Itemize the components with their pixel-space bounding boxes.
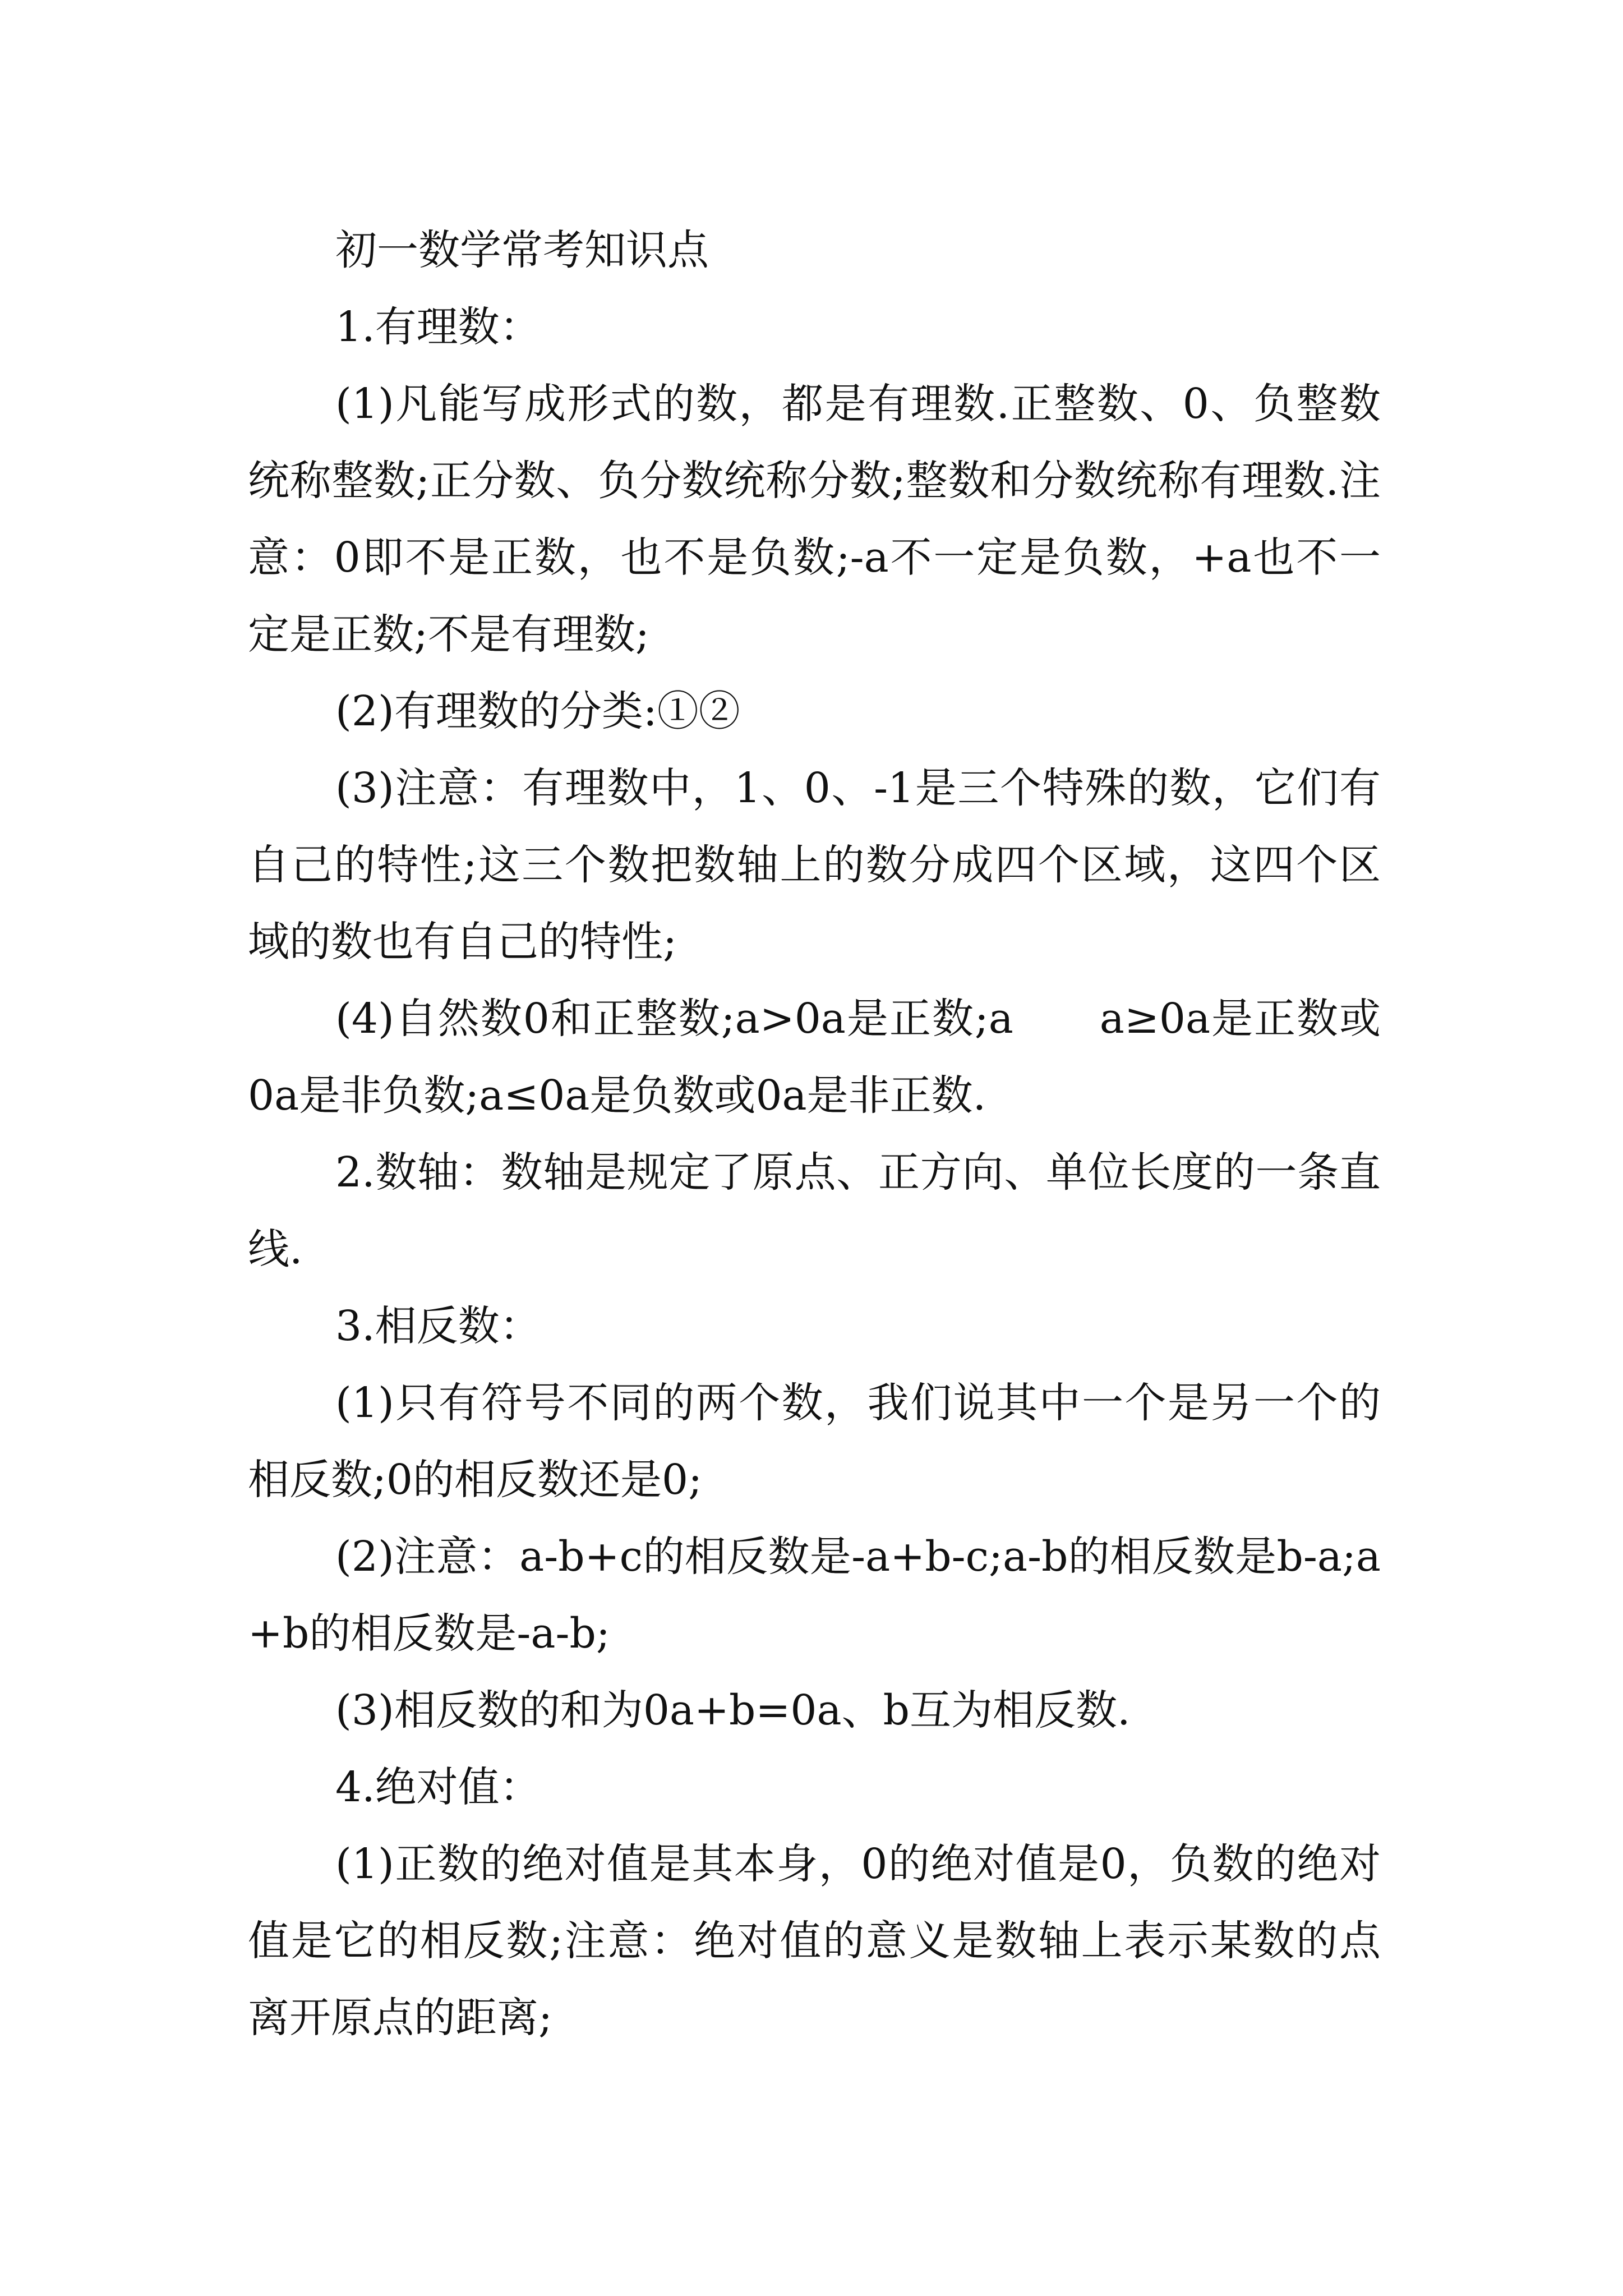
paragraph-special-numbers: (3)注意：有理数中，1、0、-1是三个特殊的数，它们有自己的特性;这三个数把数轴上的数分成四个区域，这四个区域的数也有自己的特性;	[248, 764, 1381, 966]
paragraph-opposite-definition: (1)只有符号不同的两个数，我们说其中一个是另一个的相反数;0的相反数还是0;	[248, 1379, 1381, 1504]
section-heading-opposite-numbers: 3.相反数：	[335, 1302, 541, 1350]
document-body	[248, 212, 1381, 2056]
paragraph-rational-definition: (1)凡能写成形式的数，都是有理数.正整数、0、负整数统称整数;正分数、负分数统称分数;整数和分数统称有理数.注意：0即不是正数，也不是负数;-a不一定是负数，+a也不一定是正数;不是有理数;	[248, 380, 1381, 659]
paragraph-opposite-notes: (2)注意：a-b+c的相反数是-a+b-c;a-b的相反数是b-a;a+b的相反数是-a-b;	[248, 1533, 1381, 1658]
paragraph-opposite-sum: (3)相反数的和为0a+b=0a、b互为相反数.	[335, 1686, 1131, 1734]
paragraph-absolute-definition: (1)正数的绝对值是其本身，0的绝对值是0，负数的绝对值是它的相反数;注意：绝对值的意义是数轴上表示某数的点离开原点的距离;	[248, 1840, 1381, 2042]
paragraph-number-line: 2.数轴：数轴是规定了原点、正方向、单位长度的一条直线.	[248, 1148, 1381, 1273]
section-heading-rational-numbers: 1.有理数：	[335, 303, 541, 351]
paragraph-sign-notes: (4)自然数0和正整数;a>0a是正数;a a≥0a是正数或0a是非负数;a≤0a是负数或0a是非正数.	[248, 995, 1381, 1120]
section-heading-absolute-value: 4.绝对值：	[335, 1763, 541, 1811]
document-title: 初一数学常考知识点	[335, 226, 709, 274]
paragraph-rational-classification: (2)有理数的分类:①②	[335, 687, 740, 735]
